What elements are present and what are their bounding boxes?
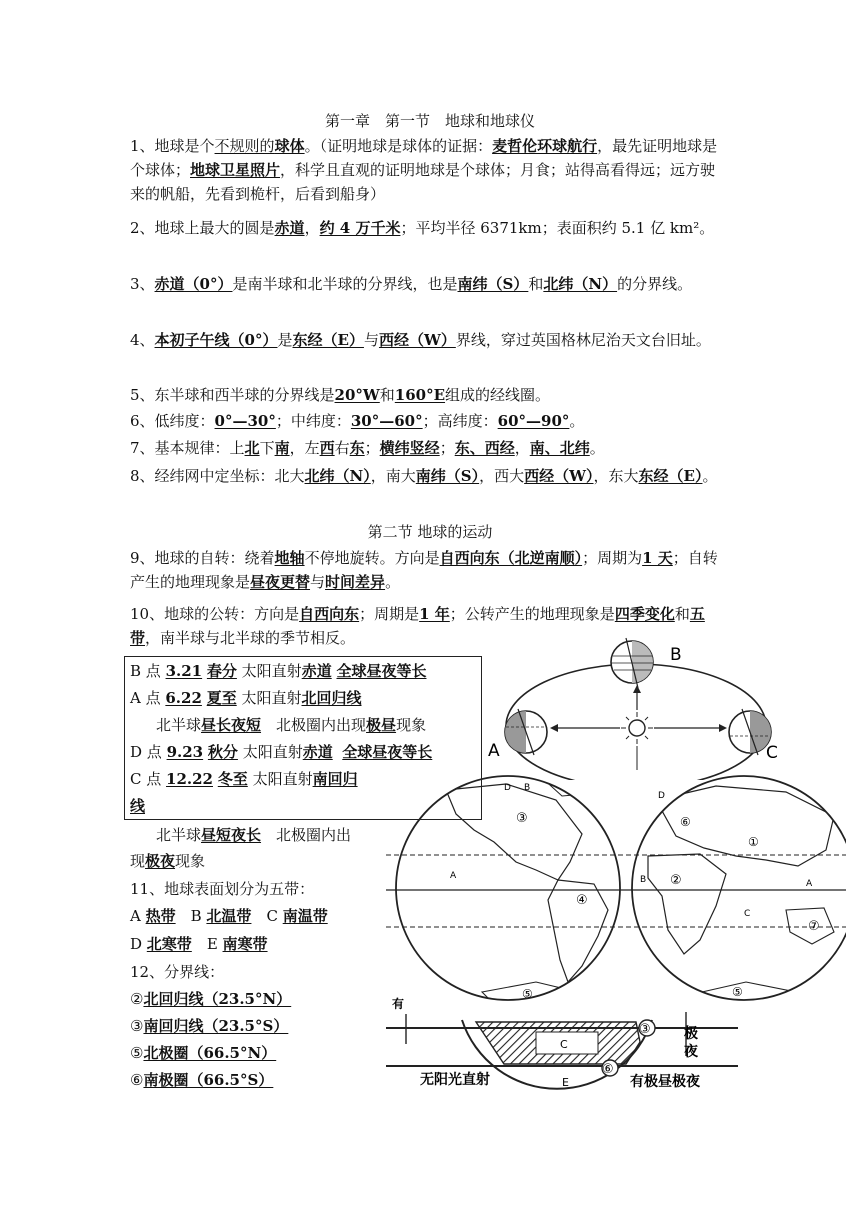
answer-mid-latitude: 30°—60° [350,412,423,430]
map-label-3: ③ [516,811,528,826]
zone-label-3: ③ [639,1022,651,1037]
answer-south-latitude: 南纬（S） [457,275,529,293]
orbit-diagram [480,632,780,780]
zone-line-1: A 热带 B 北温带 C 南温带 [130,907,328,925]
map-label-b-top: B [524,783,531,793]
map-label-1: ① [748,835,759,849]
boundary-antarctic-circle: ⑥南极圈（66.5°S） [130,1071,274,1089]
answer-sphere: 球体 [274,137,305,155]
answer-magellan: 麦哲伦环球航行 [492,137,598,155]
paragraph-5: 5、东半球和西半球的分界线是20°W和160°E组成的经线圈。 [130,386,551,404]
map-label-a: A [450,871,457,881]
orbit-point-c-cont: 线 [130,797,146,815]
paragraph-9: 9、地球的自转：绕着地轴不停地旋转。方向是自西向东（北逆南顺）；周期为1 天；自转产生的地理现象是昼夜更替与时间差异。 [130,549,718,591]
eastern-hemisphere [648,786,834,1006]
orbit-point-c: C 点 12.22 冬至 太阳直射南回归 [130,770,358,788]
paragraph-7: 7、基本规律：上北下南，左西右东；横纬竖经；东、西经，南、北纬。 [130,439,605,457]
polar-zone-diagram [386,984,746,1096]
world-map-zones [386,770,846,1010]
answer-equator-0: 赤道（0°） [154,275,233,293]
answer-north-latitude: 北纬（N） [543,275,618,293]
map-label-a-east: A [806,879,813,889]
zone-label-polar2: 夜 [684,1044,698,1060]
boundary-tropic-cancer: ②北回归线（23.5°N） [130,990,292,1008]
boundary-arctic-circle: ⑤北极圈（66.5°N） [130,1044,277,1062]
answer-west-longitude: 西经（W） [378,331,456,349]
paragraph-12-title: 12、分界线： [130,963,225,981]
zone-label-6: ⑥ [602,1062,614,1077]
zone-label-cut: 有 [392,997,405,1011]
answer-satellite-photo: 地球卫星照片 [190,161,281,179]
arrow-head-a [550,724,558,732]
paragraph-10: 10、地球的公转：方向是自西向东；周期是1 年；公转产生的地理现象是四季变化和五带，南半球与北半球的季节相反。 [130,605,705,647]
section-title: 第二节 地球的运动 [367,523,493,541]
paragraph-11-title: 11、地球表面划分为五带： [130,880,315,898]
answer-east-longitude: 东经（E） [292,331,364,349]
map-label-b: B [640,875,647,885]
map-label-d-east: D [658,791,665,801]
orbit-label-c: C [766,743,778,763]
orbit-point-c-effect-cont: 现极夜现象 [130,852,206,870]
orbit-point-a: A 点 6.22 夏至 太阳直射北回归线 [130,689,362,707]
zone-label-e: E [562,1076,569,1089]
paragraph-4: 4、本初子午线（0°）是东经（E）与西经（W）界线，穿过英国格林尼治天文台旧址。 [130,331,711,349]
orbit-point-b: B 点 3.21 春分 太阳直射赤道 全球昼夜等长 [130,662,427,680]
answer-irregular: 不规则的 [214,137,275,155]
paragraph-1: 1、地球是个不规则的球体。（证明地球是球体的证据：麦哲伦环球航行，最先证明地球是个球体；地球卫星照片，科学且直观的证明地球是个球体；月食；站得高看得远；远方驶来的帆船，先看到桅杆，后看到船身） [130,137,718,203]
earth-a [505,709,547,755]
map-label-5-east: ⑤ [732,985,743,999]
zone-label-no-direct-sun: 无阳光直射 [420,1072,490,1088]
map-label-4: ④ [576,893,588,908]
map-label-7: ⑦ [808,919,820,934]
zone-label-polar1: 极 [684,1026,698,1042]
orbit-label-b: B [670,645,682,665]
boundary-tropic-capricorn: ③南回归线（23.5°S） [130,1017,289,1035]
arrow-head-b [633,685,641,693]
sun-icon [621,712,653,744]
earth-b [611,638,653,688]
answer-equator: 赤道 [274,219,305,237]
answer-high-latitude: 60°—90° [497,412,570,430]
answer-160e: 160°E [394,386,446,404]
map-label-c: C [744,909,751,919]
orbit-label-a: A [488,741,500,761]
paragraph-6: 6、低纬度：0°—30°；中纬度：30°—60°；高纬度：60°—90°。 [130,412,585,430]
map-label-5-west: ⑤ [522,987,533,1001]
paragraph-3: 3、赤道（0°）是南半球和北半球的分界线，也是南纬（S）和北纬（N）的分界线。 [130,275,693,293]
map-label-d: D [504,783,511,793]
answer-prime-meridian: 本初子午线（0°） [154,331,278,349]
arrow-head-c [719,724,727,732]
answer-40000km: 约 4 万千米 [319,219,401,237]
paragraph-2: 2、地球上最大的圆是赤道，约 4 万千米；平均半径 6371km；表面积约 5.1 亿 km²。 [130,219,715,237]
zone-label-polar-day-night: 有极昼极夜 [630,1074,700,1090]
orbit-point-c-effect: 北半球昼短夜长 北极圈内出 [156,826,352,844]
orbit-point-a-effect: 北半球昼长夜短 北极圈内出现极昼现象 [156,716,427,734]
chapter-title: 第一章 第一节 地球和地球仪 [324,112,535,130]
orbit-point-d: D 点 9.23 秋分 太阳直射赤道 全球昼夜等长 [130,743,433,761]
map-label-6: ⑥ [680,815,691,829]
paragraph-8: 8、经纬网中定坐标：北大北纬（N），南大南纬（S），西大西经（W），东大东经（E）。 [130,467,718,485]
answer-20w: 20°W [334,386,380,404]
zone-label-c: C [560,1038,568,1051]
answer-low-latitude: 0°—30° [214,412,276,430]
map-label-2: ② [670,873,682,888]
zone-line-2: D 北寒带 E 南寒带 [130,935,268,953]
